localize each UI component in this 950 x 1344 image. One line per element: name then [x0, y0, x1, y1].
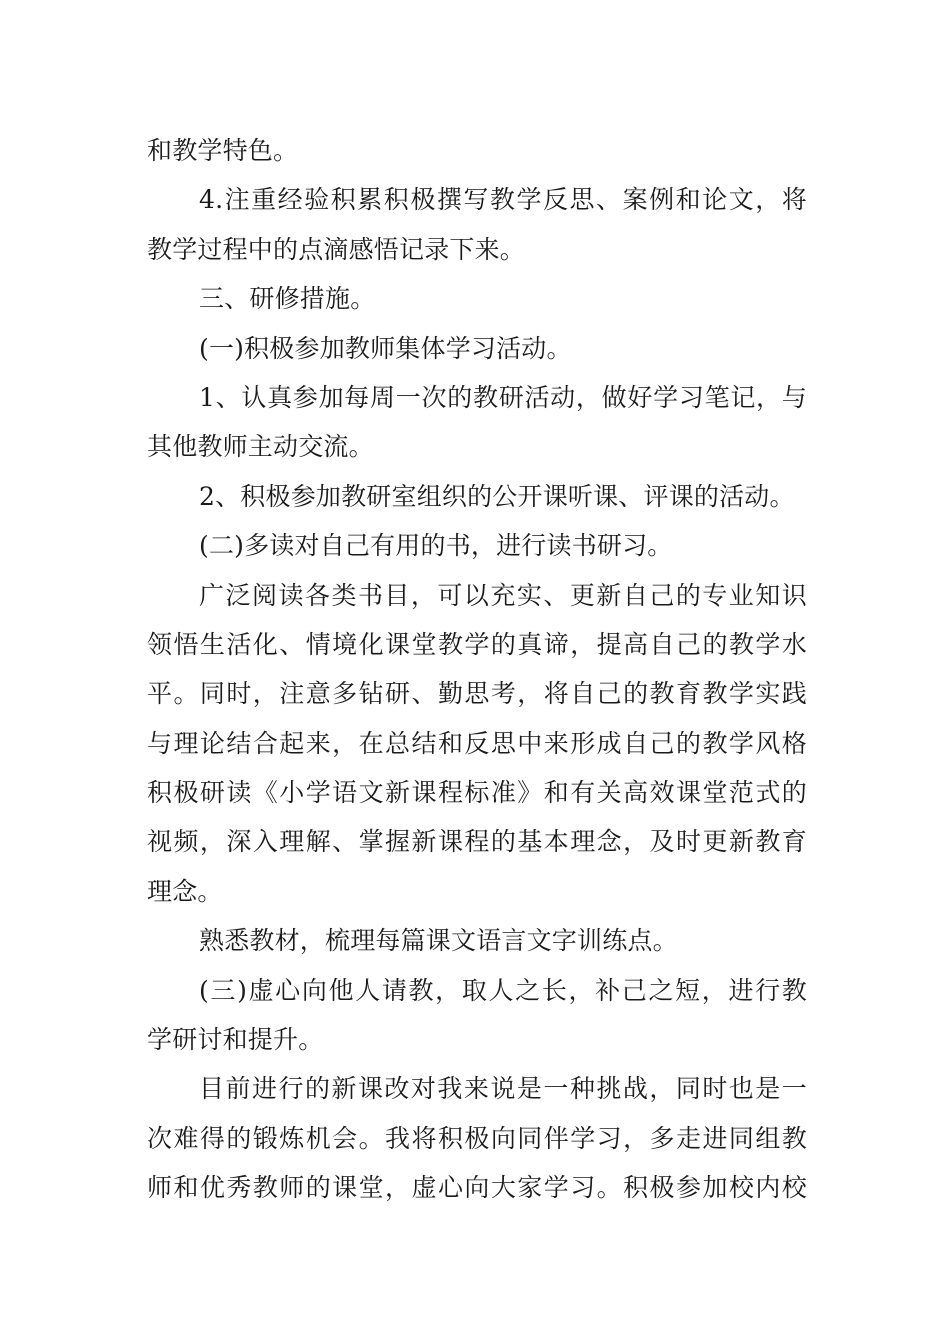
text-line: 4.注重经验积累积极撰写教学反思、案例和论文，将 — [199, 185, 807, 215]
text-line: 教学过程中的点滴感悟记录下来。 — [147, 234, 526, 264]
text-line: 2、积极参加教研室组织的公开课听课、评课的活动。 — [199, 481, 795, 511]
document-body — [147, 126, 807, 1213]
text-line: 师和优秀教师的课堂，虚心向大家学习。积极参加校内校 — [147, 1173, 807, 1203]
text-line: 次难得的锻炼机会。我将积极向同伴学习，多走进同组教 — [147, 1123, 807, 1153]
text-line: 目前进行的新课改对我来说是一种挑战，同时也是一 — [199, 1074, 807, 1104]
text-line: 平。同时，注意多钻研、勤思考，将自己的教育教学实践 — [147, 679, 807, 709]
text-line: 理念。 — [147, 876, 223, 906]
text-line: 领悟生活化、情境化课堂教学的真谛，提高自己的教学水 — [147, 629, 807, 659]
text-line: 视频，深入理解、掌握新课程的基本理念，及时更新教育 — [147, 827, 807, 857]
text-line: 1、认真参加每周一次的教研活动，做好学习笔记，与 — [199, 382, 807, 412]
section-heading: 三、研修措施。 — [199, 284, 376, 314]
subsection-heading: (二)多读对自己有用的书，进行读书研习。 — [199, 531, 673, 561]
text-line: 其他教师主动交流。 — [147, 432, 374, 462]
text-line: 和教学特色。 — [147, 136, 299, 165]
text-line: 学研讨和提升。 — [147, 1025, 324, 1055]
text-line: 与理论结合起来，在总结和反思中来形成自己的教学风格 — [147, 728, 807, 758]
text-line: 熟悉教材，梳理每篇课文语言文字训练点。 — [199, 926, 678, 956]
text-line: 积极研读《小学语文新课程标准》和有关高效课堂范式的 — [147, 778, 807, 808]
subsection-heading: (三)虚心向他人请教，取人之长，补己之短，进行教 — [199, 975, 807, 1005]
subsection-heading: (一)积极参加教师集体学习活动。 — [199, 333, 572, 363]
text-line: 广泛阅读各类书目，可以充实、更新自己的专业知识 — [199, 580, 807, 610]
